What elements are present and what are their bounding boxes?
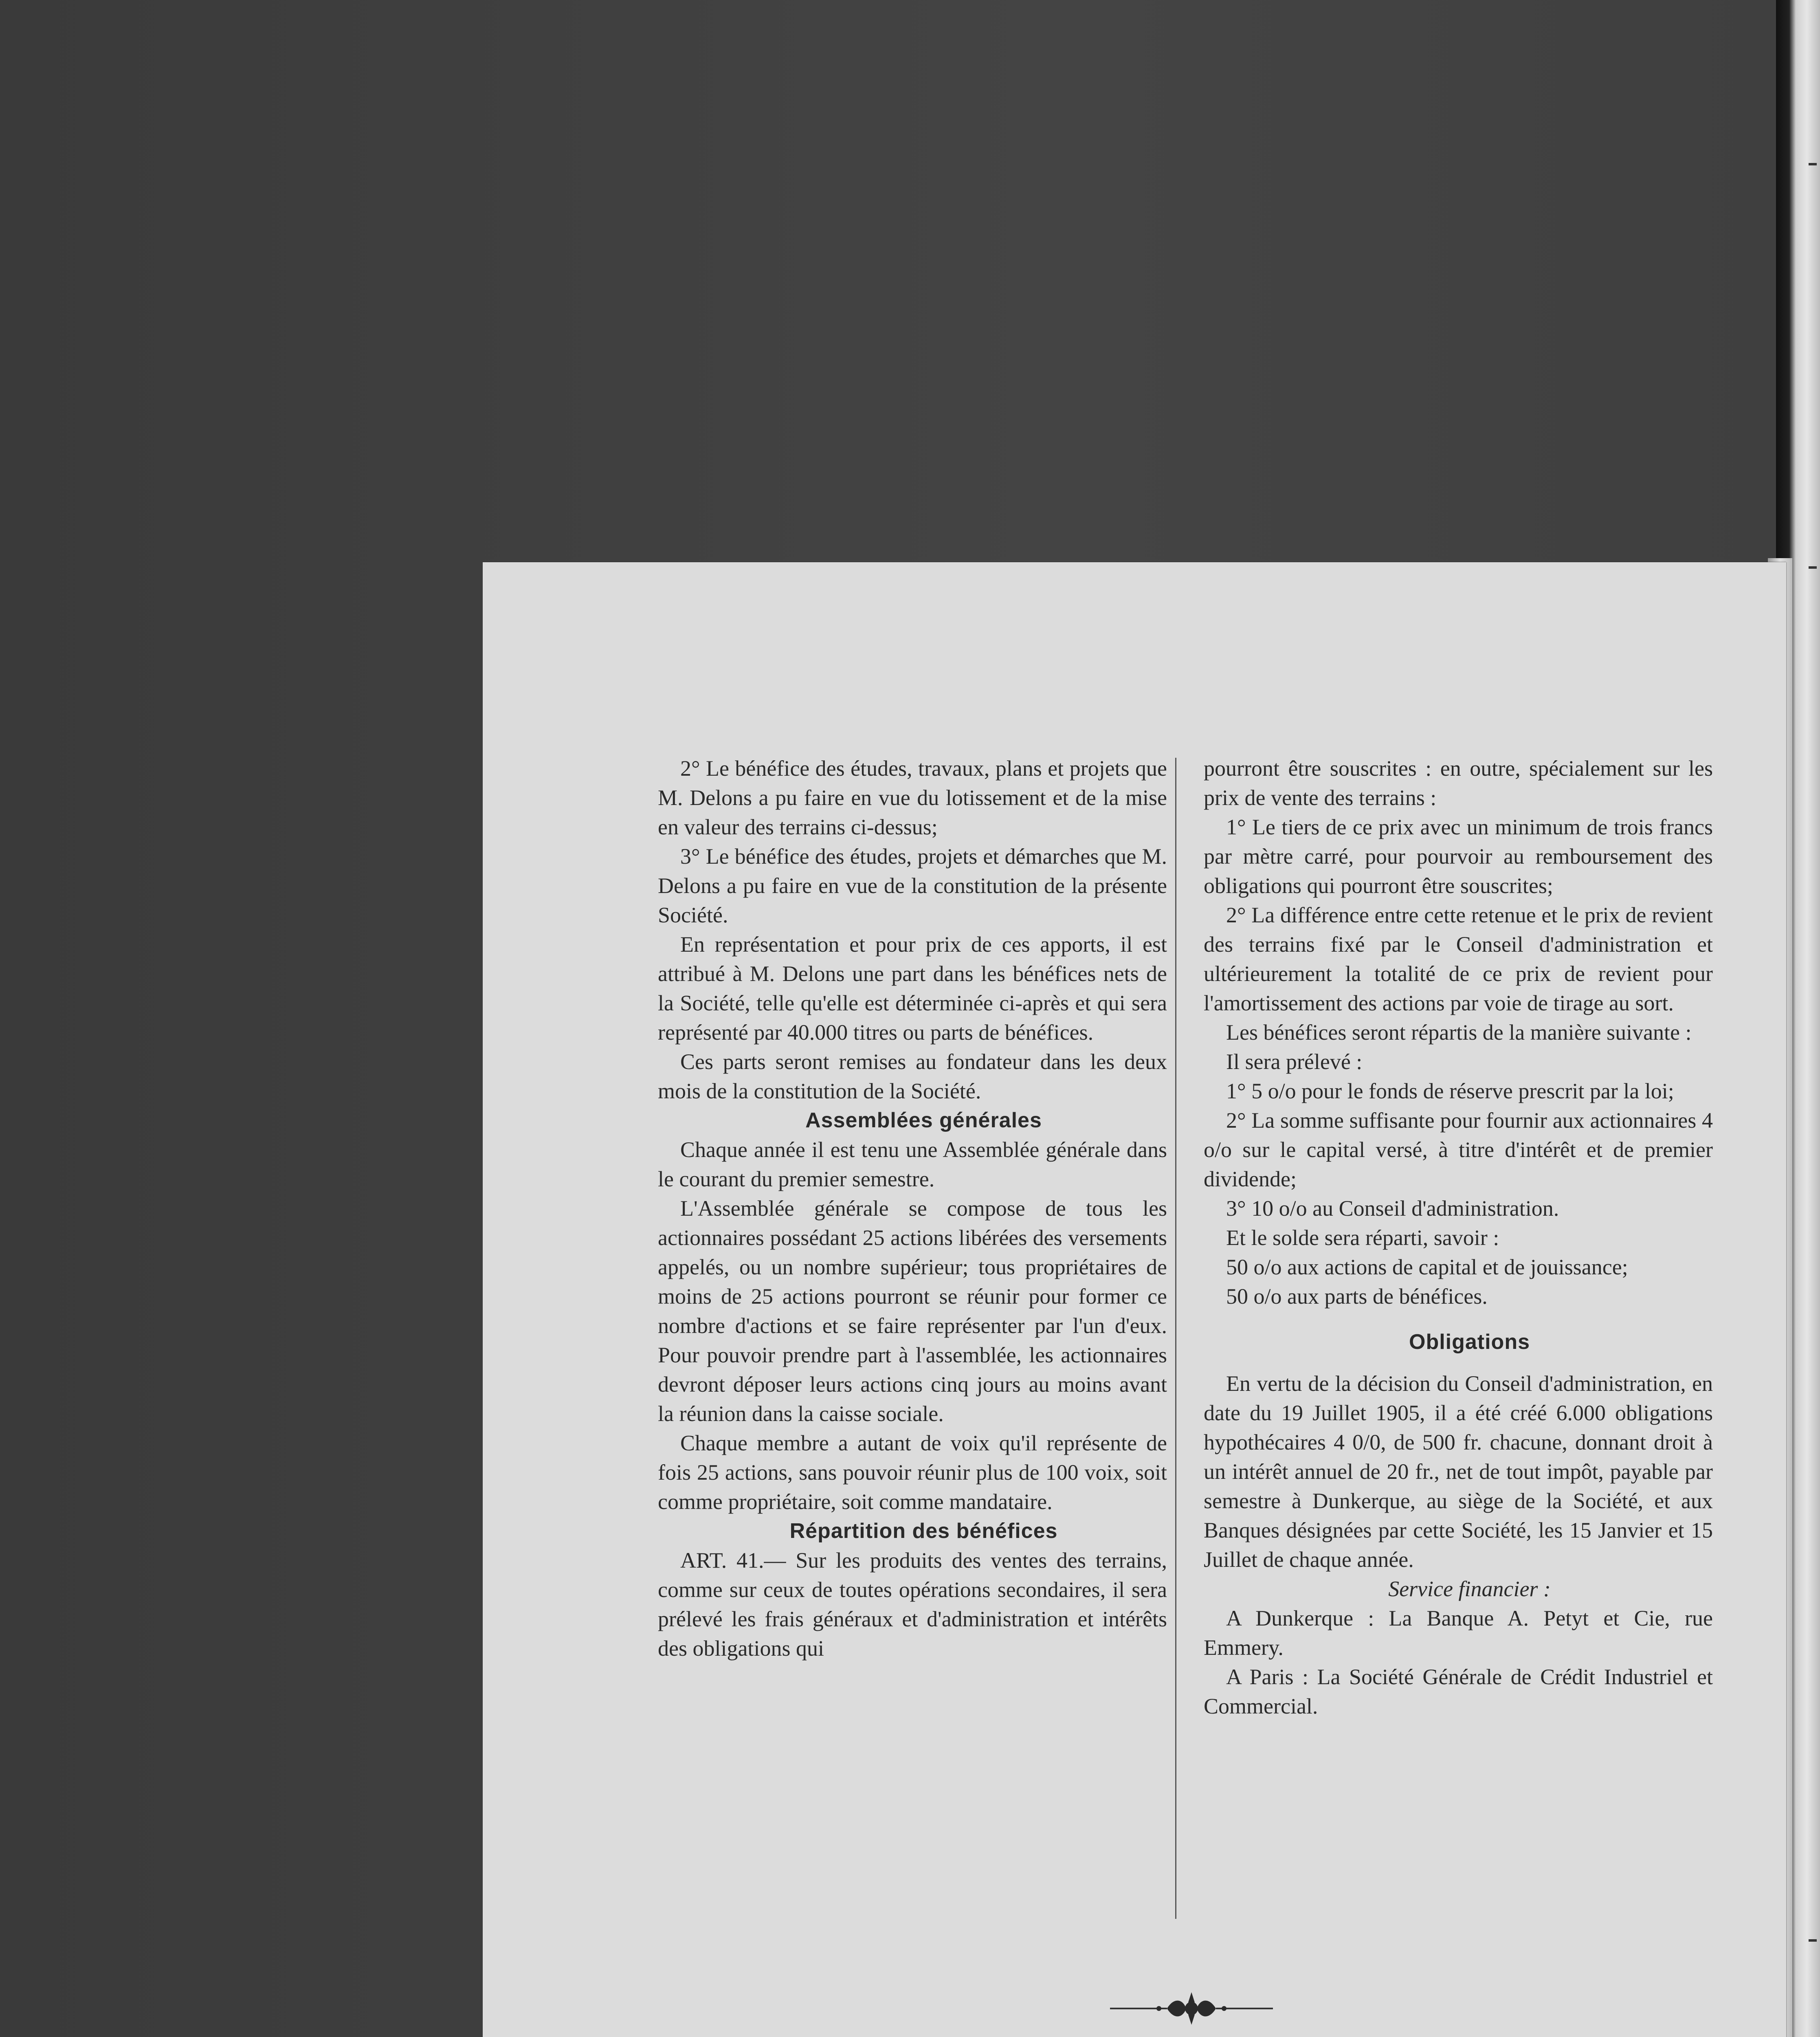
- column-divider: [1175, 758, 1176, 1919]
- section-heading-repartition: Répartition des bénéfices: [789, 1519, 1058, 1543]
- paragraph: ART. 41.— Sur les produits des ventes des terrains, comme sur ceux de toutes opérations secondaires, il sera prélevé les frais généraux et d'administration et intérêts des obligations qui: [658, 1548, 1167, 1661]
- right-column: [1204, 754, 1713, 1721]
- paragraph: Et le solde sera réparti, savoir :: [1226, 1225, 1499, 1250]
- edge-mark: [1809, 163, 1817, 165]
- edge-mark: [1809, 1939, 1817, 1942]
- fleuron-ornament-icon: [1106, 1984, 1277, 2033]
- paragraph: 3° Le bénéfice des études, projets et démarches que M. Delons a pu faire en vue de la constitution de la présente Société.: [658, 844, 1167, 927]
- paragraph: L'Assemblée générale se compose de tous les actionnaires possédant 25 actions libérées des versements appelés, ou un nombre supérieur; tous propriétaires de moins de 25 actions pourront se réunir pour former ce nombre d'actions et se faire représenter par l'un d'eux. Pour pouvoir prendre part à l'assemblée, les actionnaires devront déposer leurs actions cinq jours au moins avant la réunion dans la caisse sociale.: [658, 1196, 1167, 1426]
- paragraph: Il sera prélevé :: [1226, 1049, 1363, 1074]
- paragraph: 1° Le tiers de ce prix avec un minimum de trois francs par mètre carré, pour pourvoir au remboursement des obligations qui pourront être souscrites;: [1204, 815, 1713, 898]
- paragraph: En représentation et pour prix de ces apports, il est attribué à M. Delons une part dans les bénéfices nets de la Société, telle qu'elle est déterminée ci-après et qui sera représenté par 40.000 titres ou parts de bénéfices.: [658, 932, 1167, 1045]
- paragraph: Chaque membre a autant de voix qu'il représente de fois 25 actions, sans pouvoir réunir plus de 100 voix, soit comme propriétaire, soit comme mandataire.: [658, 1431, 1167, 1514]
- document-page: [483, 562, 1786, 2037]
- paragraph: A Paris : La Société Générale de Crédit Industriel et Commercial.: [1204, 1665, 1713, 1718]
- paragraph: 2° La différence entre cette retenue et le prix de revient des terrains fixé par le Conseil d'administration et ultérieurement la totalité de ce prix de revient pour l'amortissement des actions par voie de tirage au sort.: [1204, 903, 1713, 1015]
- paragraph: 3° 10 o/o au Conseil d'administration.: [1226, 1196, 1559, 1221]
- edge-mark: [1809, 566, 1817, 569]
- paragraph: 2° Le bénéfice des études, travaux, plans et projets que M. Delons a pu faire en vue du lotissement et de la mise en valeur des terrains ci-dessus;: [658, 756, 1167, 839]
- paragraph: Les bénéfices seront répartis de la manière suivante :: [1226, 1020, 1692, 1045]
- section-heading-assemblees: Assemblées générales: [805, 1109, 1042, 1132]
- paragraph: Ces parts seront remises au fondateur dans les deux mois de la constitution de la Société.: [658, 1049, 1167, 1103]
- paragraph: 1° 5 o/o pour le fonds de réserve prescrit par la loi;: [1226, 1079, 1674, 1103]
- paragraph: 2° La somme suffisante pour fournir aux actionnaires 4 o/o sur le capital versé, à titre d'intérêt et de premier dividende;: [1204, 1108, 1713, 1191]
- left-column: [658, 754, 1167, 1663]
- paragraph: A Dunkerque : La Banque A. Petyt et Cie, rue Emmery.: [1204, 1606, 1713, 1660]
- section-heading-obligations: Obligations: [1409, 1330, 1530, 1354]
- paragraph: En vertu de la décision du Conseil d'administration, en date du 19 Juillet 1905, il a été créé 6.000 obligations hypothécaires 4 0/0, de 500 fr. chacune, donnant droit à un intérêt annuel de 20 fr., net de tout impôt, payable par semestre à Dunkerque, au siège de la Société, et aux Banques désignées par cette Société, les 15 Janvier et 15 Juillet de chaque année.: [1204, 1371, 1713, 1572]
- paragraph: Chaque année il est tenu une Assemblée générale dans le courant du premier semestre.: [658, 1137, 1167, 1191]
- paragraph: 50 o/o aux actions de capital et de jouissance;: [1226, 1255, 1628, 1279]
- subheading-service-financier: Service financier :: [1388, 1577, 1551, 1601]
- paragraph: 50 o/o aux parts de bénéfices.: [1226, 1284, 1488, 1309]
- paragraph: pourront être souscrites : en outre, spécialement sur les prix de vente des terrains :: [1204, 756, 1713, 810]
